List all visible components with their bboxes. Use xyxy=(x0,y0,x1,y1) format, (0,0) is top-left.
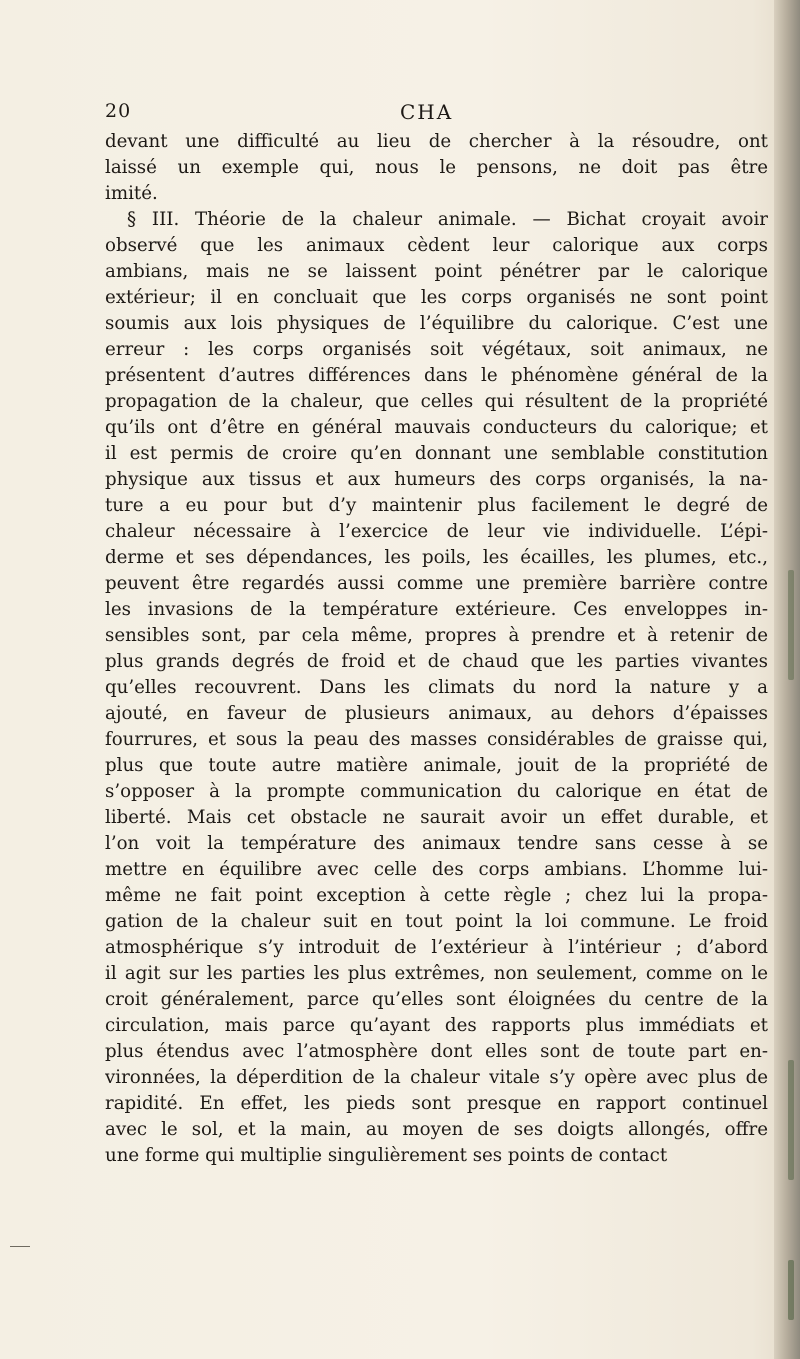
text-line: mettre en équilibre avec celle des corps ambians. L’homme lui- xyxy=(105,859,768,880)
margin-rule xyxy=(10,1246,30,1247)
text-line: s’opposer à la prompte communication du calorique en état de xyxy=(105,781,768,802)
text-line: derme et ses dépendances, les poils, les écailles, les plumes, etc., xyxy=(105,547,768,568)
text-line: croit généralement, parce qu’elles sont éloignées du centre de la xyxy=(105,989,768,1010)
text-line: observé que les animaux cèdent leur calorique aux corps xyxy=(105,235,768,256)
text-line: gation de la chaleur suit en tout point la loi commune. Le froid xyxy=(105,911,768,932)
text-line: atmosphérique s’y introduit de l’extérieur à l’intérieur ; d’abord xyxy=(105,937,768,958)
text-line: ture a eu pour but d’y maintenir plus facilement le degré de xyxy=(105,495,768,516)
text-line: une forme qui multiplie singulièrement ses points de contact xyxy=(105,1145,668,1166)
text-line: l’on voit la température des animaux tendre sans cesse à se xyxy=(105,833,768,854)
running-head: CHA xyxy=(400,100,454,124)
page-number: 20 xyxy=(105,100,132,122)
text-line: plus que toute autre matière animale, jouit de la propriété de xyxy=(105,755,768,776)
page-header xyxy=(105,100,765,126)
text-line: fourrures, et sous la peau des masses considérables de graisse qui, xyxy=(105,729,768,750)
text-line: chaleur nécessaire à l’exercice de leur vie individuelle. L’épi- xyxy=(105,521,768,542)
text-line: sensibles sont, par cela même, propres à prendre et à retenir de xyxy=(105,625,768,646)
text-line: soumis aux lois physiques de l’équilibre du calorique. C’est une xyxy=(105,313,768,334)
text-line: rapidité. En effet, les pieds sont presque en rapport continuel xyxy=(105,1093,768,1114)
text-line: il est permis de croire qu’en donnant une semblable constitution xyxy=(105,443,768,464)
text-line: qu’ils ont d’être en général mauvais conducteurs du calorique; et xyxy=(105,417,768,438)
text-line: les invasions de la température extérieure. Ces enveloppes in- xyxy=(105,599,768,620)
text-line: peuvent être regardés aussi comme une première barrière contre xyxy=(105,573,768,594)
page-edge xyxy=(774,0,800,1359)
body-text xyxy=(105,129,768,1169)
text-line: ambians, mais ne se laissent point pénétrer par le calorique xyxy=(105,261,768,282)
text-line: extérieur; il en concluait que les corps organisés ne sont point xyxy=(105,287,768,308)
edge-stain xyxy=(788,570,794,680)
text-line: circulation, mais parce qu’ayant des rapports plus immédiats et xyxy=(105,1015,768,1036)
text-line: laissé un exemple qui, nous le pensons, ne doit pas être xyxy=(105,157,768,178)
text-line: erreur : les corps organisés soit végétaux, soit animaux, ne xyxy=(105,339,768,360)
text-line: propagation de la chaleur, que celles qui résultent de la propriété xyxy=(105,391,768,412)
text-line: il agit sur les parties les plus extrêmes, non seulement, comme on le xyxy=(105,963,768,984)
text-line: imité. xyxy=(105,183,158,204)
text-line: liberté. Mais cet obstacle ne saurait avoir un effet durable, et xyxy=(105,807,768,828)
text-line: qu’elles recouvrent. Dans les climats du nord la nature y a xyxy=(105,677,768,698)
text-line: même ne fait point exception à cette règle ; chez lui la propa- xyxy=(105,885,768,906)
text-line: vironnées, la déperdition de la chaleur vitale s’y opère avec plus de xyxy=(105,1067,768,1088)
text-line: devant une difficulté au lieu de chercher à la résoudre, ont xyxy=(105,131,768,152)
text-line: ajouté, en faveur de plusieurs animaux, au dehors d’épaisses xyxy=(105,703,768,724)
text-line: plus grands degrés de froid et de chaud que les parties vivantes xyxy=(105,651,768,672)
text-line: avec le sol, et la main, au moyen de ses doigts allongés, offre xyxy=(105,1119,768,1140)
edge-stain xyxy=(788,1060,794,1180)
text-line: plus étendus avec l’atmosphère dont elles sont de toute part en- xyxy=(105,1041,768,1062)
edge-stain xyxy=(788,1260,794,1320)
text-line: physique aux tissus et aux humeurs des corps organisés, la na- xyxy=(105,469,768,490)
text-line: présentent d’autres différences dans le phénomène général de la xyxy=(105,365,768,386)
section-heading-line: § III. Théorie de la chaleur animale. — Bichat croyait avoir xyxy=(127,209,768,230)
